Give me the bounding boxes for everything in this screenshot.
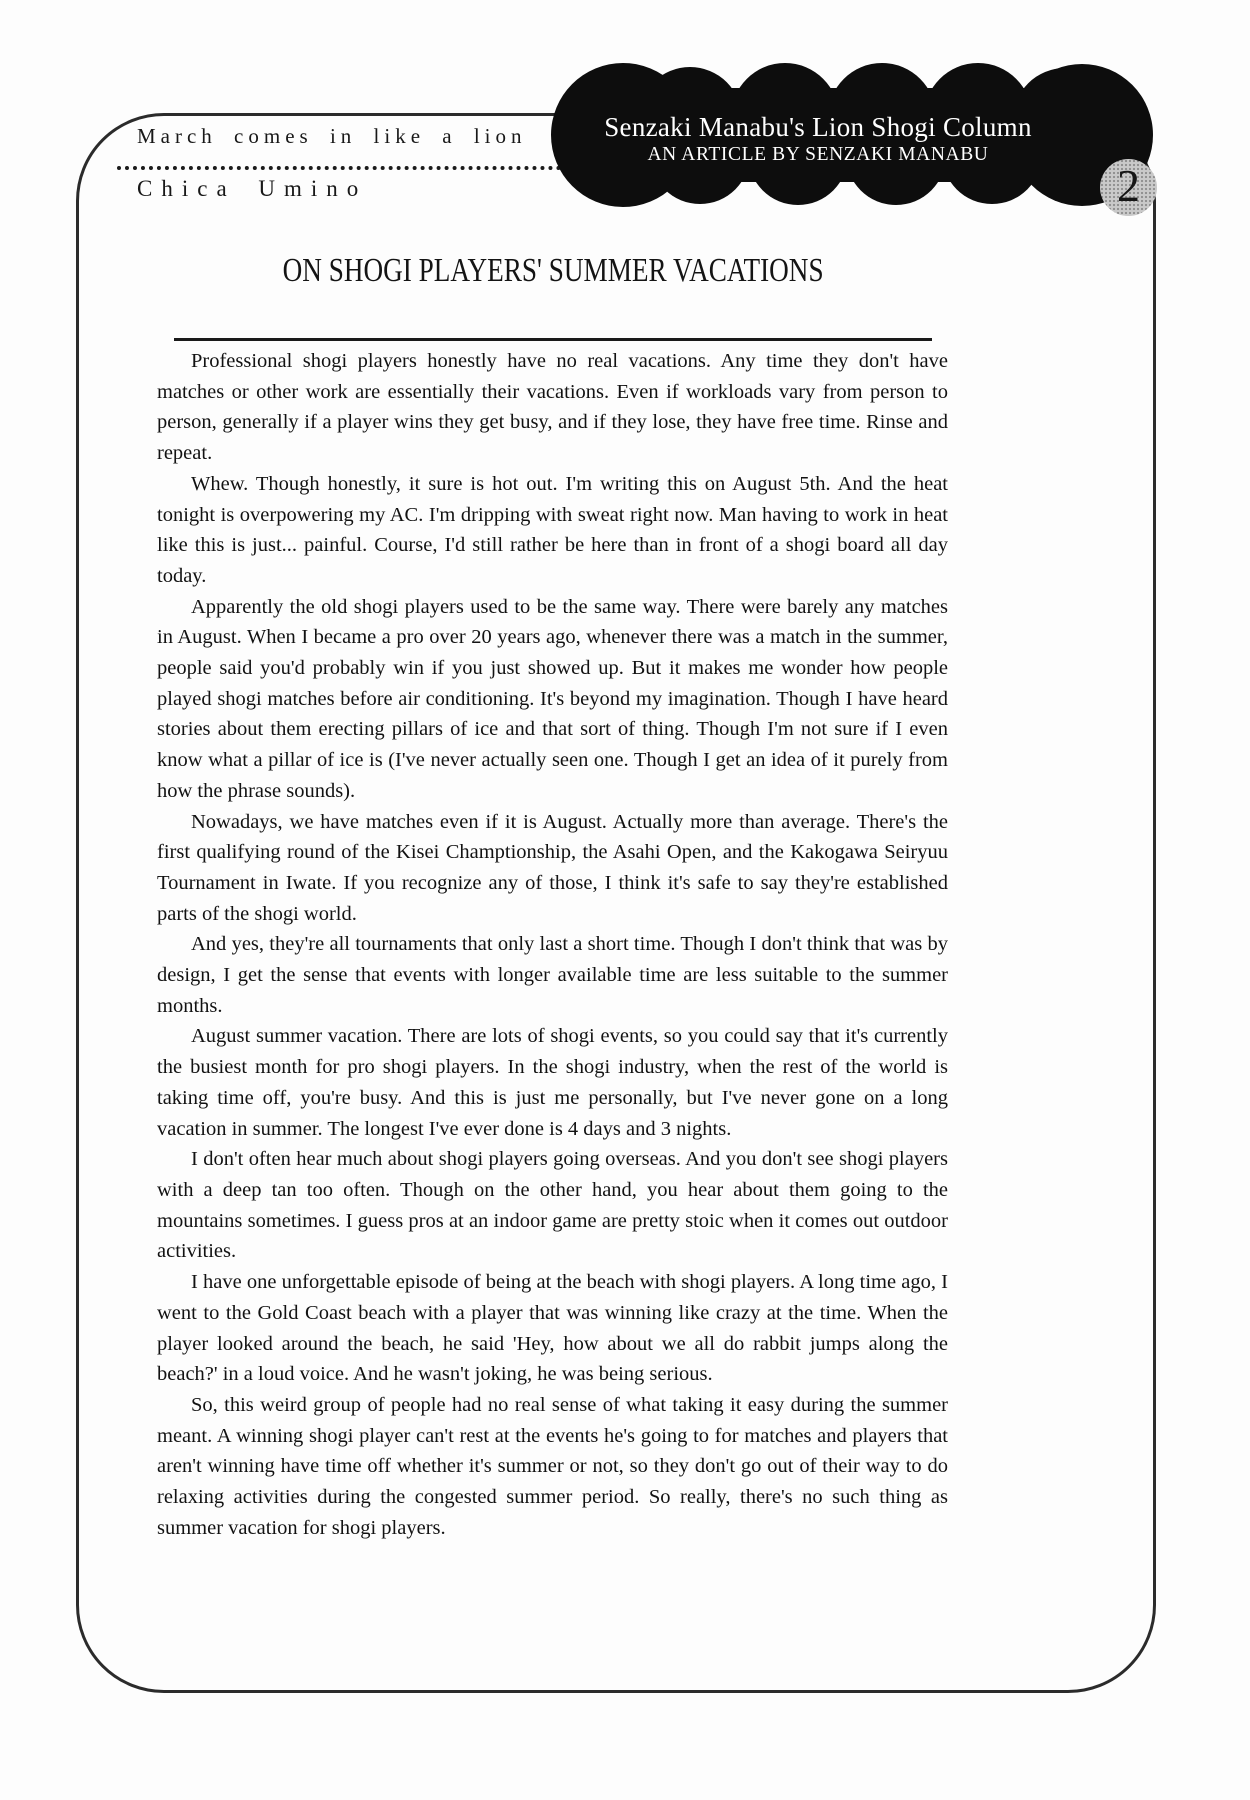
paragraph: Whew. Though honestly, it sure is hot out. I'm writing this on August 5th. And the heat tonight is overpowering my AC. I'm dripping with sweat right now. Man having to work in heat like this is just... painful. Course, I'd still rather be here than in front of a shogi board all day today. <box>157 472 948 587</box>
author-name: Chica Umino <box>137 176 368 201</box>
column-byline: AN ARTICLE BY SENZAKI MANABU <box>647 144 989 165</box>
paragraph: Professional shogi players honestly have no real vacations. Any time they don't have matches or other work are essentially their vacations. Even if workloads vary from person to person, generally if a player wins they get busy, and if they lose, they have free time. Rinse and repeat. <box>157 350 948 465</box>
issue-number: 2 <box>1117 159 1140 211</box>
paragraph: August summer vacation. There are lots of shogi events, so you could say that it's currently the busiest month for pro shogi players. In the shogi industry, when the rest of the world is taking time off, you're busy. And this is just me personally, but I've never gone on a long vacation in summer. The longest I've ever done is 4 days and 3 nights. <box>157 1025 948 1140</box>
paragraph: Nowadays, we have matches even if it is August. Actually more than average. There's the first qualifying round of the Kisei Champtionship, the Asahi Open, and the Kakogawa Seiryuu Tournament in Iwate. If you recognize any of those, I think it's safe to say they're established parts of the shogi world. <box>157 810 948 925</box>
paragraph: And yes, they're all tournaments that only last a short time. Though I don't think that was by design, I get the sense that events with longer available time are less suitable to the summer months. <box>157 933 948 1017</box>
title-underline <box>174 338 932 341</box>
paragraph: I don't often hear much about shogi players going overseas. And you don't see shogi players with a deep tan too often. Though on the other hand, you hear about them going to the mountains sometimes. I guess pros at an indoor game are pretty stoic when it comes out outdoor activities. <box>157 1148 948 1263</box>
badge-text-block <box>568 62 1068 212</box>
column-title: Senzaki Manabu's Lion Shogi Column <box>604 112 1032 142</box>
paragraph: Apparently the old shogi players used to be the same way. There were barely any matches in August. When I became a pro over 20 years ago, whenever there was a match in the summer, people said you'd probably win if you just showed up. But it makes me wonder how people played shogi matches before air conditioning. It's beyond my imagination. Though I have heard stories about them erecting pillars of ice and that sort of thing. Though I'm not sure if I even know what a pillar of ice is (I've never actually seen one. Though I get an idea of it purely from how the phrase sounds). <box>157 595 948 802</box>
column-header-badge <box>550 62 1154 211</box>
series-title: March comes in like a lion <box>137 124 527 148</box>
article-body <box>157 346 948 1543</box>
article-title-text: ON SHOGI PLAYERS' SUMMER VACATIONS <box>282 252 824 289</box>
issue-number-badge <box>1100 159 1157 216</box>
paragraph: I have one unforgettable episode of being at the beach with shogi players. A long time ago, I went to the Gold Coast beach with a player that was winning like crazy at the time. When the player looked around the beach, he said 'Hey, how about we all do rabbit jumps along the beach?' in a loud voice. And he wasn't joking, he was being serious. <box>157 1271 948 1386</box>
paragraph: So, this weird group of people had no real sense of what taking it easy during the summer meant. A winning shogi player can't rest at the events he's going to for matches and players that aren't winning have time off whether it's summer or not, so they don't go out of their way to do relaxing activities during the congested summer period. So really, there's no such thing as summer vacation for shogi players. <box>157 1393 948 1539</box>
article-title <box>150 252 956 290</box>
